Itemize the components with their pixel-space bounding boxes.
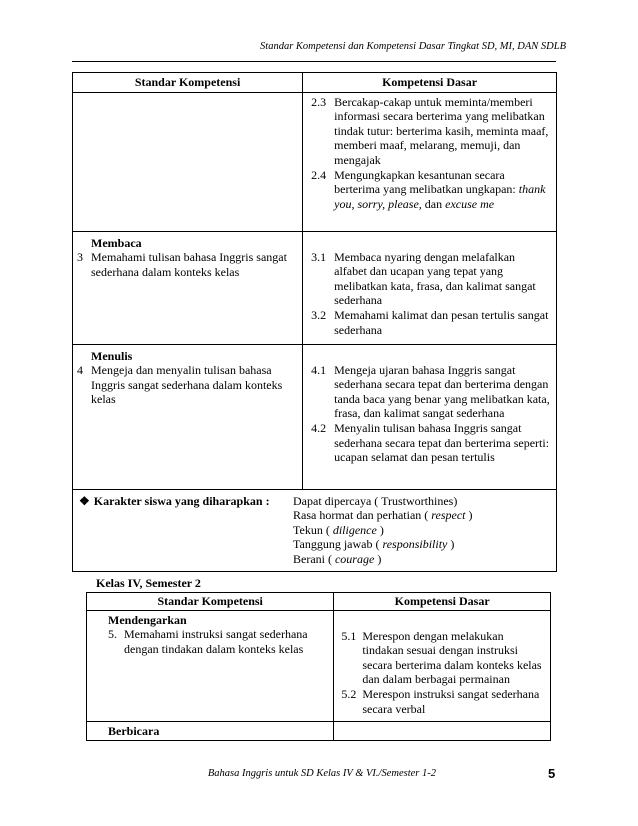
table-header-row xyxy=(73,73,557,93)
karakter-value xyxy=(79,552,556,567)
kd-text-part: dan xyxy=(421,196,446,211)
karakter-value xyxy=(79,508,556,523)
kd-number: 5.1 xyxy=(341,628,357,643)
kd-cell xyxy=(334,610,551,721)
karakter-cell xyxy=(73,489,557,571)
sk-text: Memahami tulisan bahasa Inggris sangat sederhana dalam konteks kelas xyxy=(91,250,287,279)
kd-text-english: excuse me xyxy=(445,196,495,211)
sk-cell xyxy=(87,610,334,721)
kd-number: 3.2 xyxy=(311,307,327,322)
kd-cell xyxy=(303,92,557,231)
kd-item xyxy=(303,421,550,465)
kd-item xyxy=(334,629,546,687)
kd-number: 2.4 xyxy=(311,167,327,182)
kd-item xyxy=(303,95,550,168)
header-rule xyxy=(72,61,556,62)
karakter-value-close: ) xyxy=(374,551,382,566)
karakter-value-text: Dapat dipercaya ( xyxy=(293,493,382,508)
table-row xyxy=(73,231,557,344)
karakter-first-line xyxy=(79,494,556,509)
col-header-sk: Standar Kompetensi xyxy=(73,73,303,93)
kd-text: Merespon dengan melakukan tindakan sesuai dengan instruksi secara berterima dalam konteks kelas dan dalam berbagai permainan xyxy=(362,628,542,687)
karakter-value-close: ) xyxy=(447,537,455,552)
sk-text: Memahami instruksi sangat sederhana dengan tindakan dalam konteks kelas xyxy=(124,627,308,656)
karakter-value-english: responsibility xyxy=(382,537,448,552)
karakter-value-text: Tekun ( xyxy=(293,522,333,537)
kd-text: Membaca nyaring dengan melafalkan alfabet dan ucapan yang tepat yang melibatkan kata, frasa, dan kalimat sangat sederhana xyxy=(334,249,536,308)
sk-cell xyxy=(73,344,303,489)
skill-aspect: Mendengarkan xyxy=(108,612,187,627)
kd-number: 3.1 xyxy=(311,249,327,264)
table-row xyxy=(87,721,551,741)
table-row xyxy=(73,92,557,231)
kd-text: Merespon instruksi sangat sederhana secara verbal xyxy=(362,686,540,716)
karakter-value xyxy=(79,523,556,538)
kd-number: 4.1 xyxy=(311,362,327,377)
kd-item xyxy=(303,168,550,212)
sk-text: Mengeja dan menyalin tulisan bahasa Inggris sangat sederhana dalam konteks kelas xyxy=(91,363,283,407)
kd-text-part: Mengungkapkan kesantunan secara berterima yang melibatkan ungkapan: xyxy=(334,167,519,197)
skill-aspect: Membaca xyxy=(91,235,142,250)
karakter-value-text: Berani ( xyxy=(293,551,335,566)
kd-number: 4.2 xyxy=(311,420,327,435)
karakter-value-english: respect xyxy=(431,508,466,523)
competency-table-1 xyxy=(72,72,557,572)
karakter-value xyxy=(293,494,457,509)
sk-cell-empty xyxy=(73,92,303,231)
kd-text: Mengeja ujaran bahasa Inggris sangat sederhana secara tepat dan berterima dengan tanda baca yang benar yang melibatkan kata, frasa, dan kalimat sangat sederhana xyxy=(334,362,550,421)
page-number: 5 xyxy=(548,766,556,781)
col-header-kd: Kompetensi Dasar xyxy=(334,593,551,611)
table-row xyxy=(73,344,557,489)
sk-item xyxy=(87,627,333,656)
kd-text-english: thank you, sorry, please, xyxy=(334,182,546,211)
competency-table-2 xyxy=(86,592,551,741)
kd-item xyxy=(303,363,550,421)
sk-cell xyxy=(73,231,303,344)
table-row-karakter xyxy=(73,489,557,571)
kd-number: 2.3 xyxy=(311,94,327,109)
col-header-kd: Kompetensi Dasar xyxy=(303,73,557,93)
table-header-row xyxy=(87,593,551,611)
running-header: Standar Kompetensi dan Kompetensi Dasar Tingkat SD, MI, DAN SDLB xyxy=(260,41,566,52)
table-row xyxy=(87,610,551,721)
kd-item xyxy=(334,687,546,716)
sk-cell xyxy=(87,721,334,741)
skill-aspect: Berbicara xyxy=(108,723,160,738)
kd-number: 5.2 xyxy=(341,686,357,701)
kd-text: Bercakap-cakap untuk meminta/memberi informasi secara berterima yang melibatkan tindak tutur: berterima kasih, meminta maaf, memberi maaf, melarang, memuji, dan mengajak xyxy=(334,94,549,167)
skill-aspect: Menulis xyxy=(91,348,133,363)
karakter-label xyxy=(79,494,293,509)
kd-cell-empty xyxy=(334,721,551,741)
karakter-value-english: courage xyxy=(334,551,375,566)
karakter-value-english: diligence xyxy=(332,522,377,537)
kd-item xyxy=(303,308,550,337)
karakter-value-text: Rasa hormat dan perhatian ( xyxy=(293,508,432,523)
running-footer: Bahasa Inggris untuk SD Kelas IV & VI./Semester 1-2 xyxy=(207,768,436,779)
sk-number: 5. xyxy=(108,627,117,642)
karakter-label-text: Karakter siswa yang diharapkan : xyxy=(93,493,270,508)
sk-item xyxy=(73,250,302,279)
karakter-value xyxy=(79,537,556,552)
section-heading-kelas: Kelas IV, Semester 2 xyxy=(96,576,201,590)
kd-cell xyxy=(303,344,557,489)
kd-cell xyxy=(303,231,557,344)
karakter-value-close: ) xyxy=(376,522,384,537)
sk-number: 3 xyxy=(77,250,83,265)
karakter-value-close: ) xyxy=(453,493,458,508)
karakter-value-text: Tanggung jawab ( xyxy=(293,537,383,552)
karakter-value-english: Trustworthines xyxy=(381,493,454,508)
sk-item xyxy=(73,363,302,407)
karakter-value-close: ) xyxy=(465,508,473,523)
sk-number: 4 xyxy=(77,363,83,378)
kd-text: Memahami kalimat dan pesan tertulis sangat sederhana xyxy=(334,307,549,337)
col-header-sk: Standar Kompetensi xyxy=(87,593,334,611)
kd-text xyxy=(334,168,550,212)
kd-item xyxy=(303,250,550,308)
kd-text: Menyalin tulisan bahasa Inggris sangat sederhana secara tepat dan berterima seperti: ucapan selamat dan pesan tertulis xyxy=(334,420,550,465)
diamond-bullet-icon: ❖ xyxy=(79,493,90,508)
